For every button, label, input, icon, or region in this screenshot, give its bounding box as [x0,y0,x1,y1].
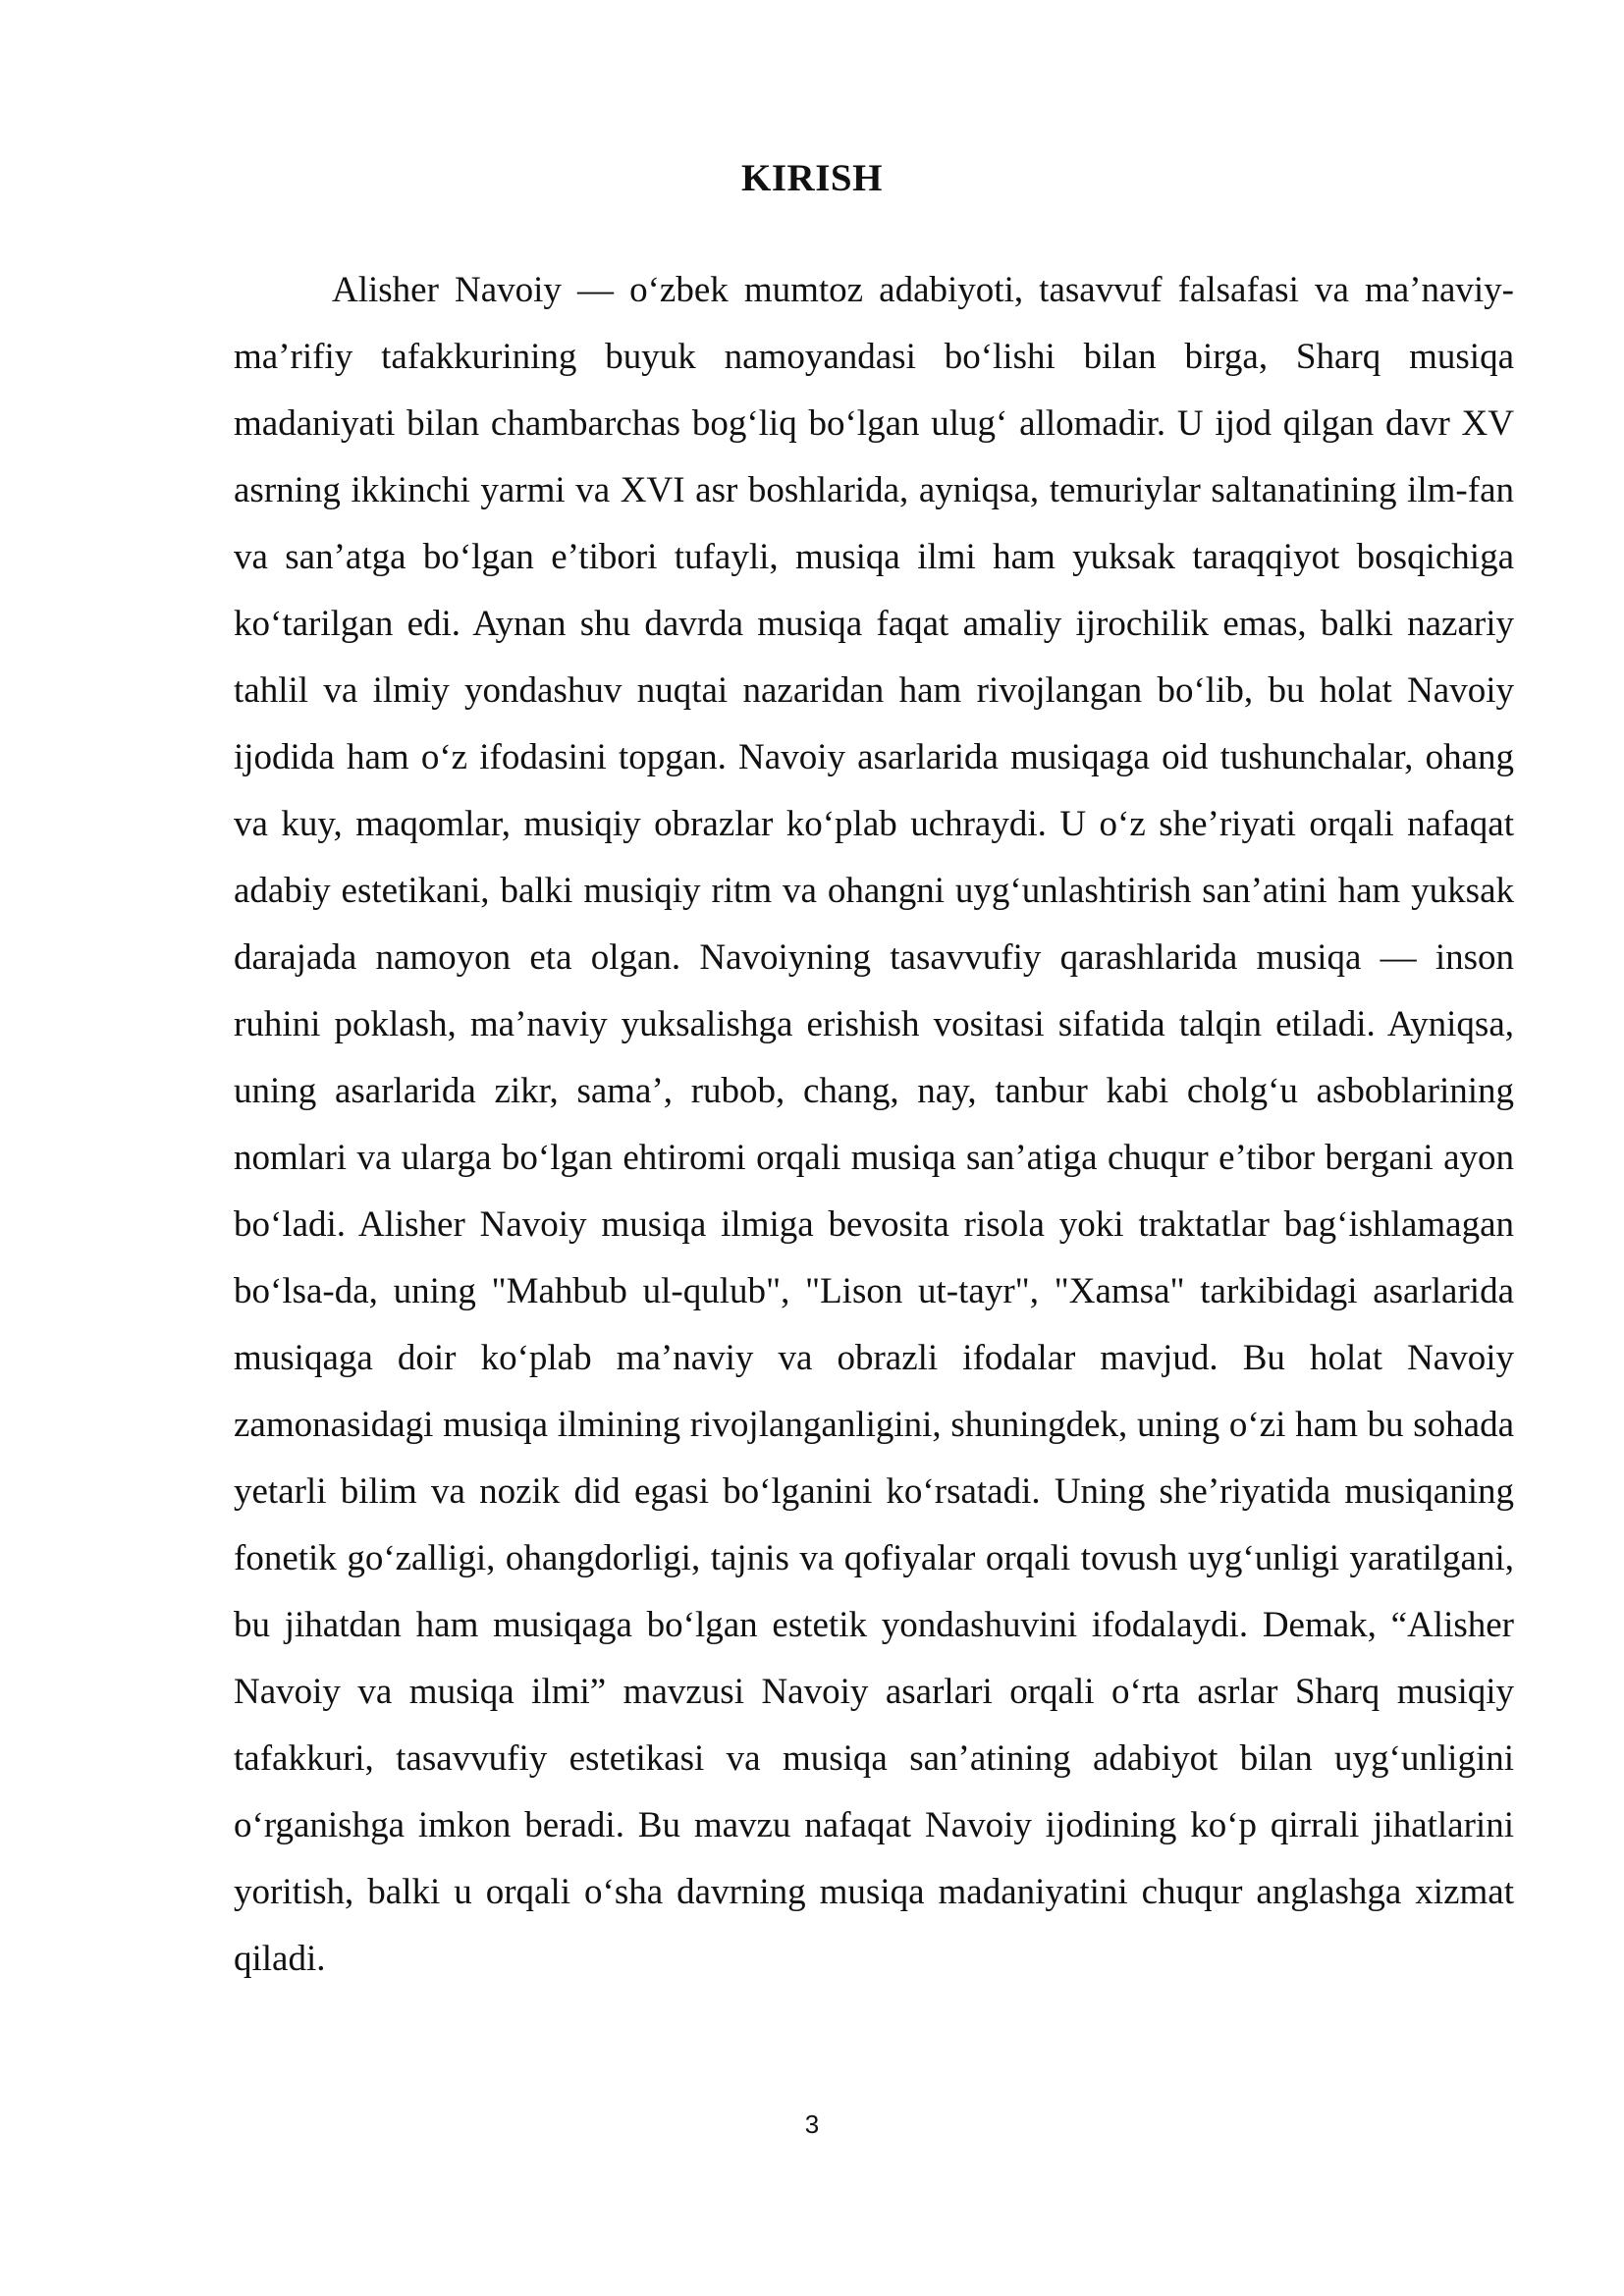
section-heading: KIRISH [741,157,883,199]
page-number: 3 [804,2109,820,2139]
body-paragraph: Alisher Navoiy — o‘zbek mumtoz adabiyoti, tasavvuf falsafasi va ma’naviy-ma’rifiy tafakkurining buyuk namoyandasi bo‘lishi bilan birga, Sharq musiqa madaniyati bilan chambarchas bog‘liq bo‘lgan ulug‘ allomadir. U ijod qilgan davr XV asrning ikkinchi yarmi va XVI asr boshlarida, ayniqsa, temuriylar saltanatining ilm-fan va san’atga bo‘lgan e’tibori tufayli, musiqa ilmi ham yuksak taraqqiyot bosqichiga ko‘tarilgan edi. Aynan shu davrda musiqa faqat amaliy ijrochilik emas, balki nazariy tahlil va ilmiy yondashuv nuqtai nazaridan ham rivojlangan bo‘lib, bu holat Navoiy ijodida ham o‘z ifodasini topgan. Navoiy asarlarida musiqaga oid tushunchalar, ohang va kuy, maqomlar, musiqiy obrazlar ko‘plab uchraydi. U o‘z she’riyati orqali nafaqat adabiy estetikani, balki musiqiy ritm va ohangni uyg‘unlashtirish san’atini ham yuksak darajada namoyon eta olgan. Navoiyning tasavvufiy qarashlarida musiqa — inson ruhini poklash, ma’naviy yuksalishga erishish vositasi sifatida talqin etiladi. Ayniqsa, uning asarlarida zikr, sama’, rubob, chang, nay, tanbur kabi cholg‘u asboblarining nomlari va ularga bo‘lgan ehtiromi orqali musiqa san’atiga chuqur e’tibor bergani ayon bo‘ladi. Alisher Navoiy musiqa ilmiga bevosita risola yoki traktatlar bag‘ishlamagan bo‘lsa-da, uning "Mahbub ul-qulub", "Lison ut-tayr", "Xamsa" tarkibidagi asarlarida musiqaga doir ko‘plab ma’naviy va obrazli ifodalar mavjud. Bu holat Navoiy zamonasidagi musiqa ilmining rivojlanganligini, shuningdek, uning o‘zi ham bu sohada yetarli bilim va nozik did egasi bo‘lganini ko‘rsatadi. Uning she’riyatida musiqaning fonetik go‘zalligi, ohangdorligi, tajnis va qofiyalar orqali tovush uyg‘unligi yaratilgani, bu jihatdan ham musiqaga bo‘lgan estetik yondashuvini ifodalaydi. Demak, “Alisher Navoiy va musiqa ilmi” mavzusi Navoiy asarlari orqali o‘rta asrlar Sharq musiqiy tafakkuri, tasavvufiy estetikasi va musiqa san’atining adabiyot bilan uyg‘unligini o‘rganishga imkon beradi. Bu mavzu nafaqat Navoiy ijodining ko‘p qirrali jihatlarini yoritish, balki u orqali o‘sha davrning musiqa madaniyatini chuqur anglashga xizmat qiladi. [234,270,1514,1979]
